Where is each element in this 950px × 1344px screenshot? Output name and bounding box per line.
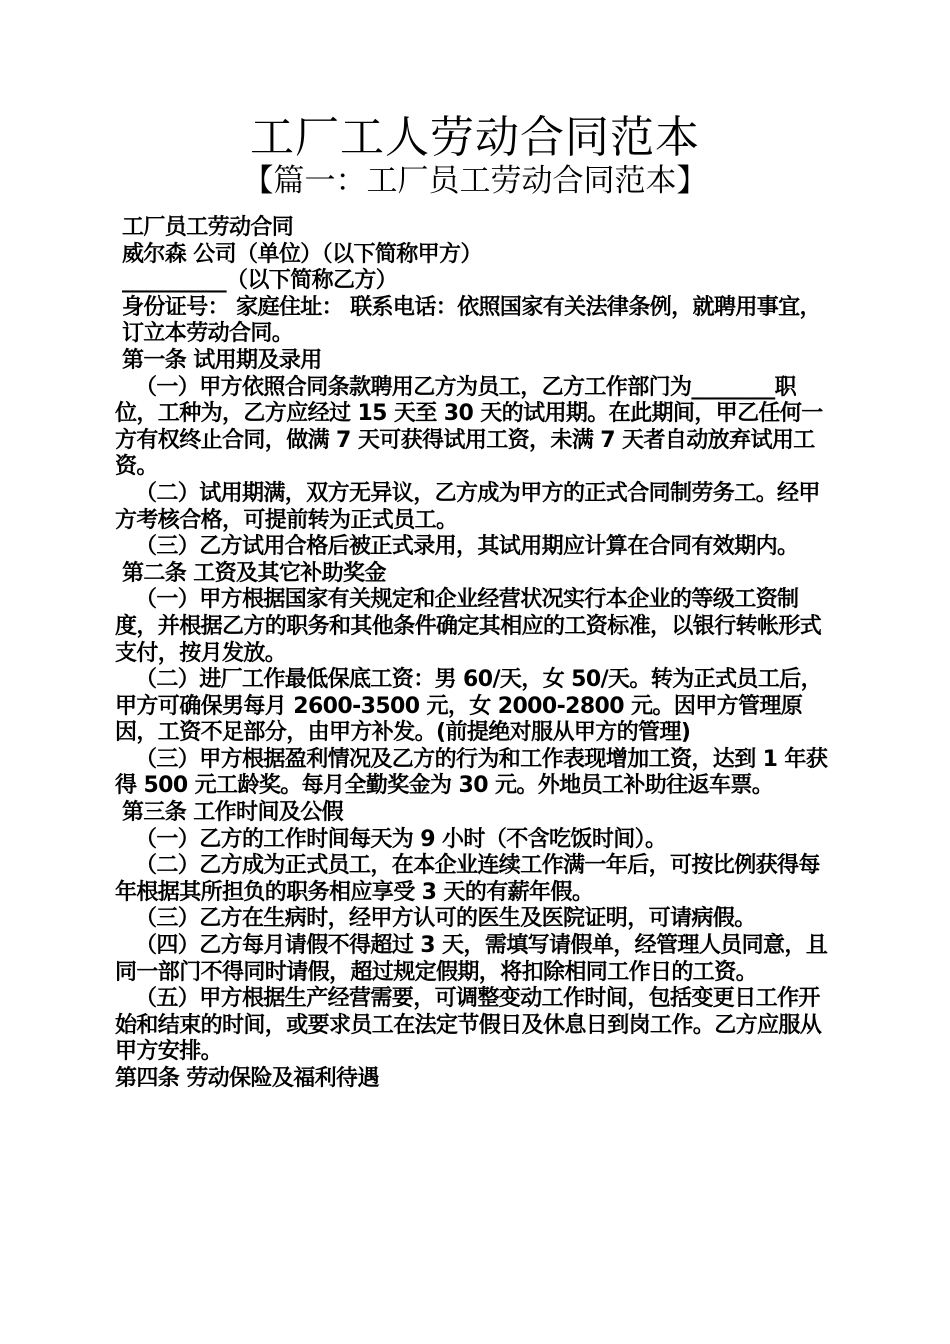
article-1-heading: 第一条 试用期及录用 <box>122 347 322 373</box>
paragraph: （五）甲方根据生产经营需要，可调整变动工作时间，包括变更日工作开始和结束的时间，或要求员工在法定节假日及休息日到岗工作。乙方应服从甲方安排。 <box>115 986 822 1065</box>
paragraph: （三）甲方根据盈利情况及乙方的行为和工作表现增加工资，达到 1 年获得 500 元工龄奖。每月全勤奖金为 30 元。外地员工补助往返车票。 <box>115 746 828 799</box>
paragraph-identity: 身份证号： 家庭住址： 联系电话：依照国家有关法律条例，就聘用事宜，订立本劳动合同。 <box>122 294 821 347</box>
document-body <box>115 215 835 1093</box>
paragraph-party-a: 威尔森 公司（单位）（以下简称甲方） <box>122 241 482 267</box>
paragraph: （二）试用期满，双方无异议，乙方成为甲方的正式合同制劳务工。经甲方考核合格，可提前转为正式员工。 <box>115 480 820 533</box>
article-3-heading: 第三条 工作时间及公假 <box>122 800 344 826</box>
paragraph: （二）进厂工作最低保底工资：男 60/天，女 50/天。转为正式员工后，甲方可确保男每月 2600-3500 元，女 2000-2800 元。因甲方管理原因，工资不足部分，由甲方补发。(前提绝对服从甲方的管理) <box>115 667 823 746</box>
document-subtitle: 【篇一：工厂员工劳动合同范本】 <box>242 163 708 199</box>
paragraph: （一）乙方的工作时间每天为 9 小时（不含吃饭时间）。 <box>135 826 667 852</box>
article-2-heading: 第二条 工资及其它补助奖金 <box>122 560 386 586</box>
paragraph: （一）甲方根据国家有关规定和企业经营状况实行本企业的等级工资制度，并根据乙方的职务和其他条件确定其相应的工资标准，以银行转帐形式支付，按月发放。 <box>115 587 822 666</box>
paragraph: （一）甲方依照合同条款聘用乙方为员工，乙方工作部门为________职位，工种为，乙方应经过 15 天至 30 天的试用期。在此期间，甲乙任何一方有权终止合同，做满 7 天可获得试用工资，未满 7 天者自动放弃试用工资。 <box>115 374 823 480</box>
document-title: 工厂工人劳动合同范本 <box>250 112 700 163</box>
paragraph: （三）乙方试用合格后被正式录用，其试用期应计算在合同有效期内。 <box>135 534 799 560</box>
paragraph: （四）乙方每月请假不得超过 3 天，需填写请假单，经管理人员同意，且同一部门不得同时请假，超过规定假期，将扣除相同工作日的工资。 <box>115 933 828 985</box>
paragraph-party-b: __________（以下简称乙方） <box>122 268 398 294</box>
paragraph: （二）乙方成为正式员工，在本企业连续工作满一年后，可按比例获得每年根据其所担负的职务相应享受 3 天的有薪年假。 <box>115 853 820 905</box>
paragraph-heading: 工厂员工劳动合同 <box>122 215 294 240</box>
paragraph: （三）乙方在生病时，经甲方认可的医生及医院证明，可请病假。 <box>135 906 756 932</box>
article-4-heading: 第四条 劳动保险及福利待遇 <box>115 1066 379 1091</box>
